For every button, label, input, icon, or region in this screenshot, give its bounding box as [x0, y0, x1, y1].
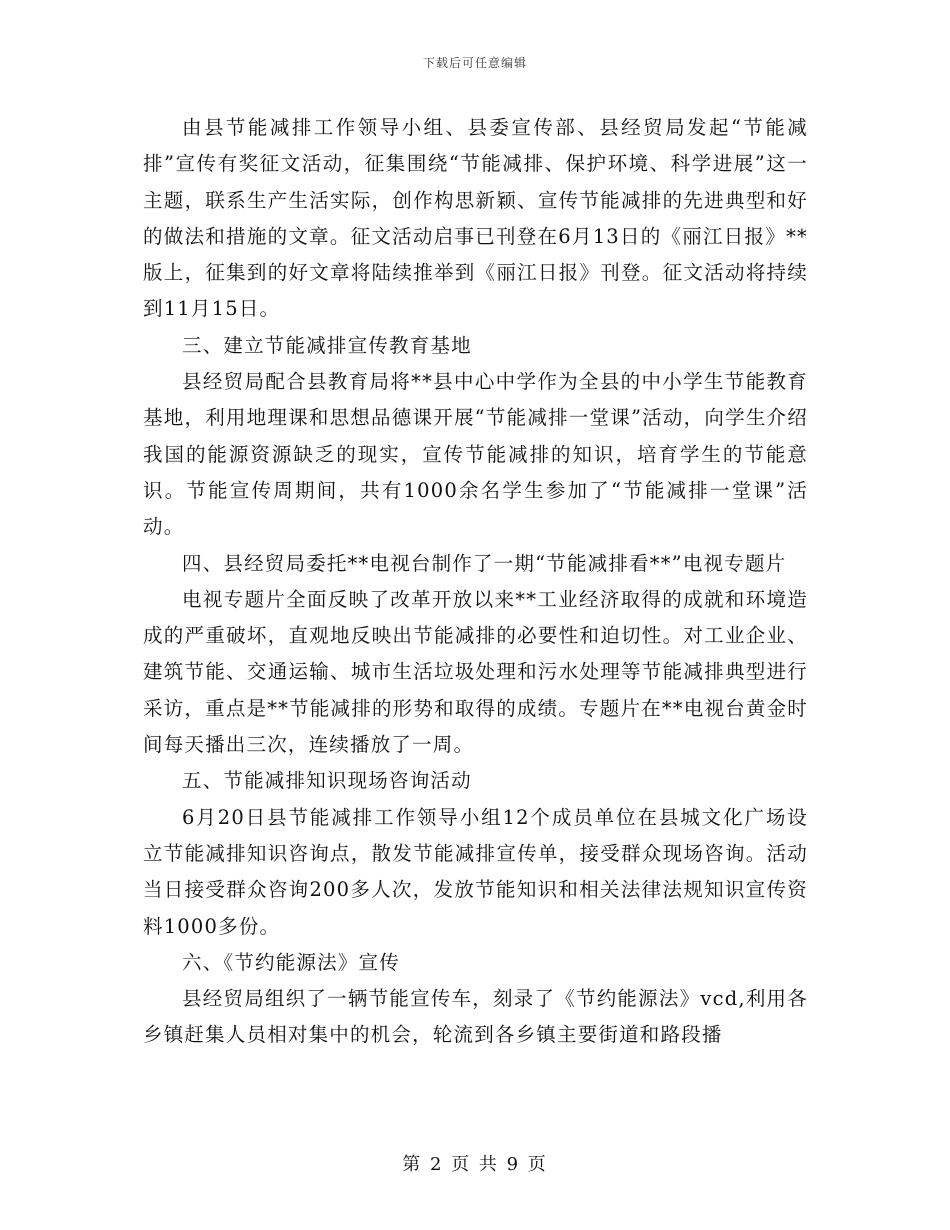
header-note: 下载后可任意编辑: [422, 56, 527, 70]
paragraph-tv-program: 电视专题片全面反映了改革开放以来**工业经济取得的成就和环境造成的严重破坏，直观地反映出节能减排的必要性和迫切性。对工业企业、建筑节能、交通运输、城市生活垃圾处理和污水处理等节能减排典型进行采访，重点是**节能减排的形势和取得的成绩。专题片在**电视台黄金时间每天播出三次，连续播放了一周。: [143, 587, 808, 757]
document-body: [143, 110, 808, 1054]
paragraph-energy-law: 县经贸局组织了一辆节能宣传车，刻录了《节约能源法》vcd,利用各乡镇赶集人员相对集中的机会，轮流到各乡镇主要街道和路段播: [143, 987, 808, 1047]
section-heading-energy-law: 六、《节约能源法》宣传: [182, 950, 400, 974]
section-heading-tv-program: 四、县经贸局委托**电视台制作了一期“节能减排看**”电视专题片: [182, 551, 787, 575]
paragraph-essay-contest: 由县节能减排工作领导小组、县委宣传部、县经贸局发起“节能减排”宣传有奖征文活动，征集围绕“节能减排、保护环境、科学进展”这一主题，联系生产生活实际，创作构思新颖、宣传节能减排的先进典型和好的做法和措施的文章。征文活动启事已刊登在6月13日的《丽江日报》**版上，征集到的好文章将陆续推举到《丽江日报》刊登。征文活动将持续到11月15日。: [143, 116, 808, 321]
section-heading-consultation: 五、节能减排知识现场咨询活动: [182, 769, 472, 793]
page-number: 第 2 页 共 9 页: [402, 1154, 548, 1175]
paragraph-education-base: 县经贸局配合县教育局将**县中心中学作为全县的中小学生节能教育基地，利用地理课和思想品德课开展“节能减排一堂课”活动，向学生介绍我国的能源资源缺乏的现实，宣传节能减排的知识，培育学生的节能意识。节能宣传周期间，共有1000余名学生参加了“节能减排一堂课”活动。: [143, 370, 808, 539]
paragraph-consultation: 6月20日县节能减排工作领导小组12个成员单位在县城文化广场设立节能减排知识咨询点，散发节能减排宣传单，接受群众现场咨询。活动当日接受群众咨询200多人次，发放节能知识和相关法律法规知识宣传资料1000多份。: [143, 805, 808, 938]
section-heading-education-base: 三、建立节能减排宣传教育基地: [182, 333, 472, 357]
